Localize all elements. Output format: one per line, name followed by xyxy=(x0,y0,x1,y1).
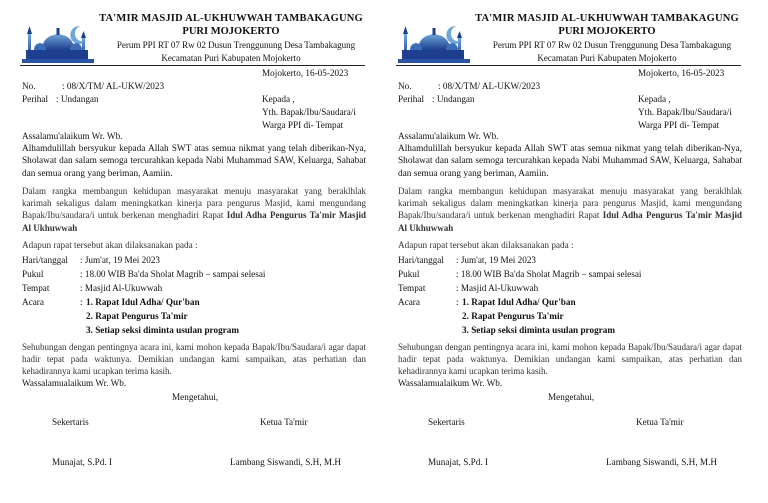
greeting: Assalamu'alaikum Wr. Wb. xyxy=(22,131,123,141)
schedule-label: Pukul xyxy=(22,269,44,279)
purpose-bold: Idul Adha Pengurus Ta'mir Masjid Al Ukhuwwah xyxy=(22,210,367,233)
no-label: No. xyxy=(398,81,412,91)
org-location: PURI MOJOKERTO xyxy=(182,26,280,37)
schedule-label: Hari/tanggal xyxy=(398,255,444,265)
mosque-logo-icon xyxy=(398,20,470,64)
address-line-1: Perum PPI RT 07 Rw 02 Dusun Trenggunung Desa Tambakagung xyxy=(492,40,732,50)
schedule-value: : xyxy=(80,297,83,307)
purpose-text: Dalam rangka membangun kehidupan masyarakat menuju masyarakat yang beraklhlak karimah sekaligus dalam meningkatkan kinerja para pengurus Masjid, kami mengundang Bapak/Ibu/saudara/i untuk berkenan menghadiri Rapat xyxy=(398,186,742,221)
secretary-title: Sekertaris xyxy=(428,417,465,427)
acknowledged-label: Mengetahui, xyxy=(172,392,219,402)
purpose-paragraph xyxy=(22,185,366,234)
chairman-name: Lambang Siswandi, S.H, M.H xyxy=(606,457,718,467)
mosque-logo-icon xyxy=(22,20,94,64)
schedule-value: : 18.00 WIB Ba'da Sholat Magrib – sampai selesai xyxy=(456,269,642,279)
schedule-value: : Jum'at, 19 Mei 2023 xyxy=(456,255,537,265)
secretary-title: Sekertaris xyxy=(52,417,89,427)
header-divider xyxy=(20,65,365,66)
invitation-letter-left xyxy=(0,0,376,503)
place-date: Mojokerto, 16-05-2023 xyxy=(638,68,725,78)
secretary-name: Munajat, S.Pd. I xyxy=(52,457,112,467)
agenda-item: 1. Rapat Idul Adha/ Qur'ban xyxy=(462,297,576,307)
purpose-bold: Idul Adha Pengurus Ta'mir Masjid Al Ukhuwwah xyxy=(398,210,743,233)
org-location: PURI MOJOKERTO xyxy=(558,26,656,37)
farewell: Wassalamualaikum Wr. Wb. xyxy=(22,378,127,388)
no-value: : 08/X/TM/ AL-UKW/2023 xyxy=(62,81,165,91)
recipient-line-2: Yth. Bapak/Ibu/Saudara/i xyxy=(262,107,356,117)
recipient-line-1: Kepada , xyxy=(638,94,671,104)
purpose-text: Dalam rangka membangun kehidupan masyarakat menuju masyarakat yang beraklhlak karimah sekaligus dalam meningkatkan kinerja para pengurus Masjid, kami mengundang Bapak/Ibu/saudara/i untuk berkenan menghadiri Rapat xyxy=(22,186,366,221)
opening-paragraph: Alhamdulillah bersyukur kepada Allah SWT atas semua nikmat yang telah diberikan-Nya, Sholawat dan salam semoga tercurahkan kepada Nabi Muhammad SAW, Keluarga, Sahabat dan semua orang yang beriman, Aamiin. xyxy=(398,144,742,179)
perihal-value: : Undangan xyxy=(432,94,475,104)
purpose-paragraph xyxy=(398,185,742,234)
schedule-value: : Masjid Al-Ukuwwah xyxy=(80,283,163,293)
schedule-value: : Jum'at, 19 Mei 2023 xyxy=(80,255,161,265)
chairman-title: Ketua Ta'mir xyxy=(636,417,684,427)
secretary-name: Munajat, S.Pd. I xyxy=(428,457,488,467)
schedule-value: : 18.00 WIB Ba'da Sholat Magrib – sampai selesai xyxy=(80,269,266,279)
no-value: : 08/X/TM/ AL-UKW/2023 xyxy=(438,81,541,91)
schedule-value: : Masjid Al-Ukuwwah xyxy=(456,283,539,293)
acknowledged-label: Mengetahui, xyxy=(548,392,595,402)
place-date: Mojokerto, 16-05-2023 xyxy=(262,68,349,78)
schedule-label: Acara xyxy=(398,297,420,307)
header-divider xyxy=(396,65,741,66)
recipient-line-1: Kepada , xyxy=(262,94,295,104)
perihal-label: Perihal xyxy=(22,94,49,104)
closing-paragraph: Sehubungan dengan pentingnya acara ini, kami mohon kepada Bapak/Ibu/Saudara/i agar dapat hadir tepat pada waktunya. Demikian undangan kami sampaikan, atas perhatian dan kehadirannya kami ucapkan terima kasih. xyxy=(22,342,366,377)
schedule-value: : xyxy=(456,297,459,307)
closing-paragraph: Sehubungan dengan pentingnya acara ini, kami mohon kepada Bapak/Ibu/Saudara/i agar dapat hadir tepat pada waktunya. Demikian undangan kami sampaikan, atas perhatian dan kehadirannya kami ucapkan terima kasih. xyxy=(398,342,742,377)
schedule-intro: Adapun rapat tersebut akan dilaksanakan pada : xyxy=(398,240,574,250)
agenda-item: 1. Rapat Idul Adha/ Qur'ban xyxy=(86,297,200,307)
agenda-item: 3. Setiap seksi diminta usulan program xyxy=(86,325,239,335)
no-label: No. xyxy=(22,81,36,91)
schedule-label: Tempat xyxy=(398,283,426,293)
agenda-item: 3. Setiap seksi diminta usulan program xyxy=(462,325,615,335)
perihal-label: Perihal xyxy=(398,94,425,104)
schedule-label: Pukul xyxy=(398,269,420,279)
address-line-1: Perum PPI RT 07 Rw 02 Dusun Trenggunung Desa Tambakagung xyxy=(116,40,356,50)
chairman-title: Ketua Ta'mir xyxy=(260,417,308,427)
org-name: TA'MIR MASJID AL-UKHUWWAH TAMBAKAGUNG xyxy=(99,13,363,24)
recipient-line-2: Yth. Bapak/Ibu/Saudara/i xyxy=(638,107,732,117)
agenda-item: 2. Rapat Pengurus Ta'mir xyxy=(462,311,564,321)
invitation-letter-right xyxy=(376,0,752,503)
opening-paragraph: Alhamdulillah bersyukur kepada Allah SWT atas semua nikmat yang telah diberikan-Nya, Sholawat dan salam semoga tercurahkan kepada Nabi Muhammad SAW, Keluarga, Sahabat dan semua orang yang beriman, Aamiin. xyxy=(22,144,366,179)
schedule-label: Hari/tanggal xyxy=(22,255,68,265)
address-line-2: Kecamatan Puri Kabupaten Mojokerto xyxy=(161,53,301,63)
farewell: Wassalamualaikum Wr. Wb. xyxy=(398,378,503,388)
recipient-line-3: Warga PPI di- Tempat xyxy=(638,120,720,130)
recipient-line-3: Warga PPI di- Tempat xyxy=(262,120,344,130)
org-name: TA'MIR MASJID AL-UKHUWWAH TAMBAKAGUNG xyxy=(475,13,739,24)
schedule-label: Acara xyxy=(22,297,44,307)
schedule-intro: Adapun rapat tersebut akan dilaksanakan pada : xyxy=(22,240,198,250)
schedule-label: Tempat xyxy=(22,283,50,293)
greeting: Assalamu'alaikum Wr. Wb. xyxy=(398,131,499,141)
perihal-value: : Undangan xyxy=(56,94,99,104)
agenda-item: 2. Rapat Pengurus Ta'mir xyxy=(86,311,188,321)
chairman-name: Lambang Siswandi, S.H, M.H xyxy=(230,457,342,467)
address-line-2: Kecamatan Puri Kabupaten Mojokerto xyxy=(537,53,677,63)
